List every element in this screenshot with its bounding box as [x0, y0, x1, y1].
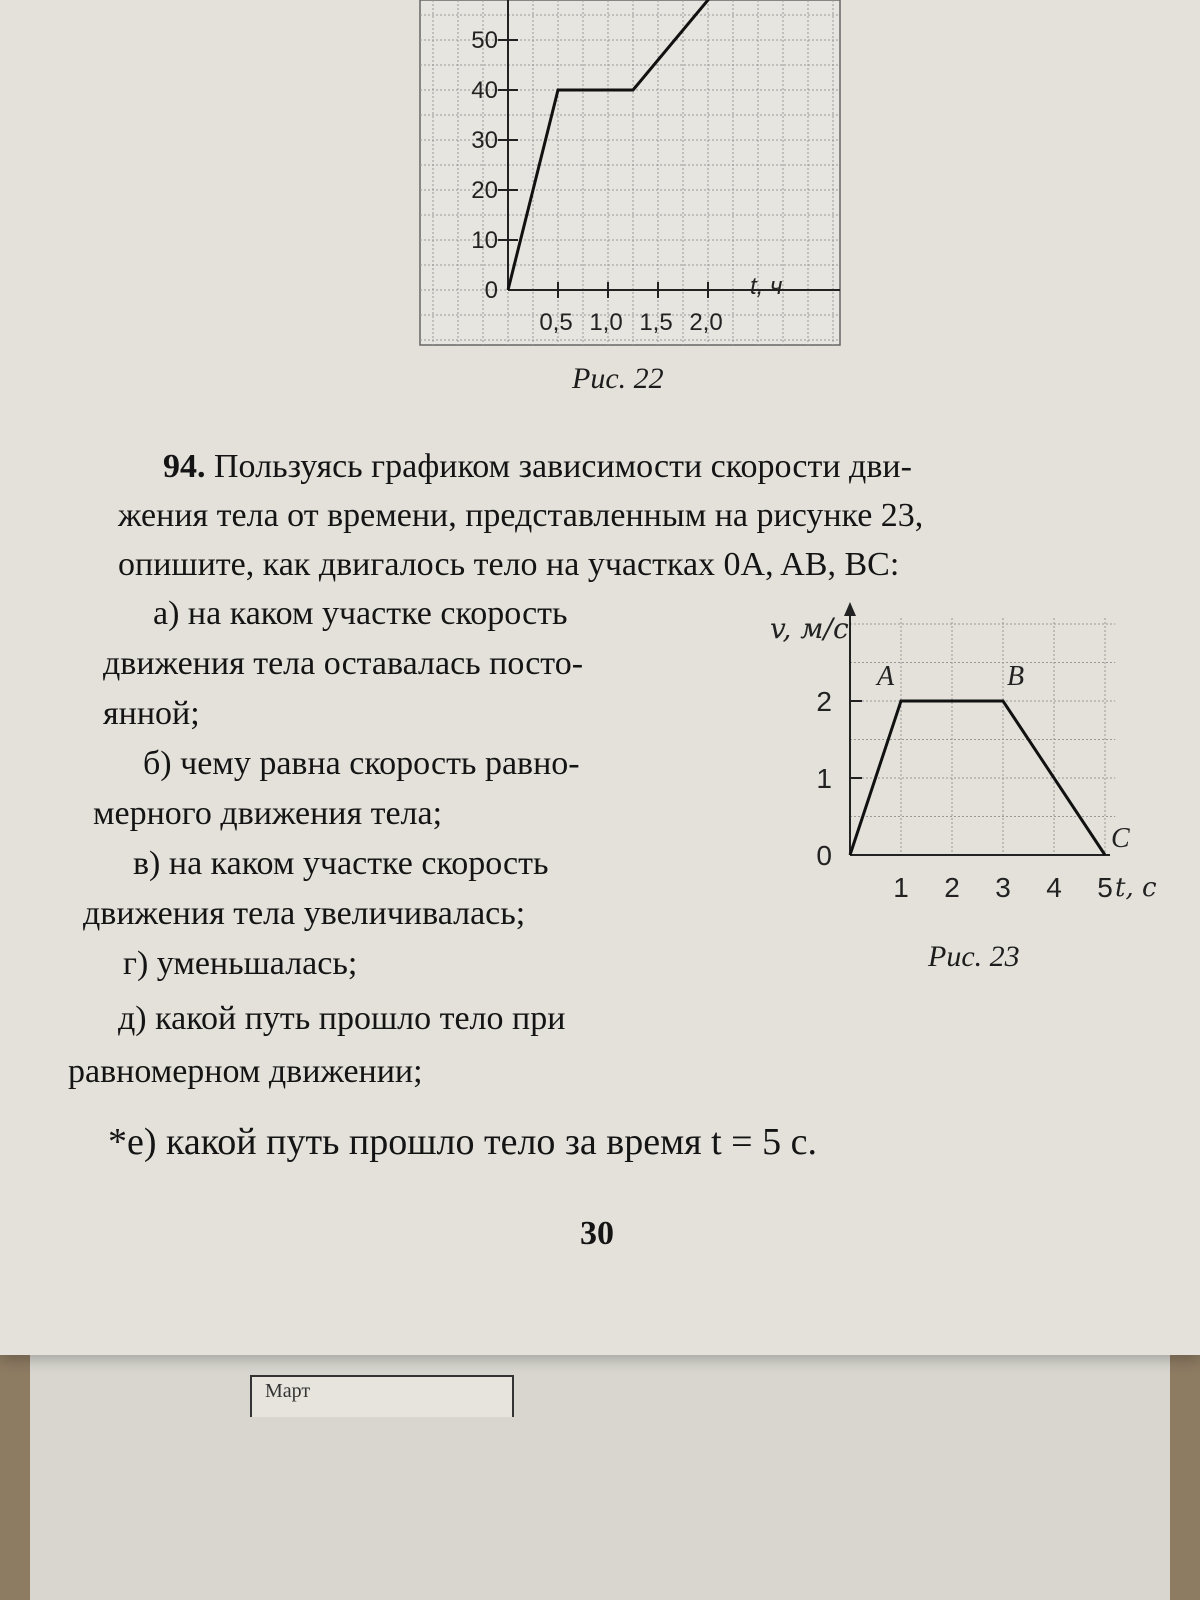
figure-23 [770, 600, 1157, 930]
item-g: г) уменьшалась; [123, 945, 358, 982]
item-b-2: мерного движения тела; [93, 795, 443, 832]
fig22-y-tick-label: 10 [471, 227, 498, 254]
fig22-x-tick-label: 2,0 [689, 309, 723, 336]
fig23-point-label: C [1111, 823, 1130, 854]
underlying-paper [30, 1350, 1170, 1600]
fig23-x-tick-label: 5 [1097, 872, 1113, 903]
underlying-text: Март [265, 1380, 311, 1402]
fig23-caption: Рис. 23 [928, 940, 1020, 973]
fig23-point-label: B [1007, 661, 1025, 692]
fig23-x-tick-label: 1 [893, 872, 909, 903]
fig23-point-label: A [877, 661, 895, 692]
fig23-y-tick-label: 1 [816, 763, 832, 794]
fig23-x-tick-label: 2 [944, 872, 960, 903]
fig22-x-tick-label: 1,0 [589, 309, 623, 336]
item-d-2: равномерном движении; [68, 1053, 423, 1090]
problem-line-3: опишите, как двигалось тело на участках 0A, AB, BC: [118, 546, 900, 583]
fig22-y-tick-label: 40 [471, 77, 498, 104]
problem-number: 94. [163, 448, 206, 485]
fig22-x-axis-label: t, ч [750, 273, 783, 300]
fig22-y-tick-label: 20 [471, 177, 498, 204]
fig22-x-tick-label: 0,5 [539, 309, 573, 336]
problem-line-2: жения тела от времени, представленным на рисунке 23, [118, 497, 924, 534]
problem-line-1 [163, 448, 912, 486]
item-b-1: б) чему равна скорость равно- [143, 745, 580, 782]
item-v-1: в) на каком участке скорость [133, 845, 549, 882]
item-v-2: движения тела увеличивалась; [83, 895, 526, 932]
fig23-y-tick-label: 2 [816, 686, 832, 717]
item-a-2: движения тела оставалась посто- [103, 645, 584, 682]
fig22-caption: Рис. 22 [572, 362, 664, 395]
fig22-x-tick-label: 1,5 [639, 309, 673, 336]
figure-22 [420, 0, 850, 350]
item-e: *е) какой путь прошло тело за время t = 5 с. [108, 1121, 817, 1163]
fig22-y-tick-label: 0 [484, 277, 498, 304]
problem-text-1: Пользуясь графиком зависимости скорости дви- [214, 448, 912, 485]
fig23-x-tick-label: 3 [995, 872, 1011, 903]
fig22-y-tick-label: 30 [471, 127, 498, 154]
item-a-1: а) на каком участке скорость [153, 595, 568, 632]
fig23-y-tick-label: 0 [816, 840, 832, 871]
fig22-y-tick-label: 50 [471, 27, 498, 54]
fig23-y-axis-label: v, м/с [770, 612, 849, 645]
page-number: 30 [580, 1215, 614, 1252]
item-a-3: янной; [103, 695, 200, 732]
fig23-x-axis-label: t, с [1115, 873, 1157, 903]
fig23-x-tick-label: 4 [1046, 872, 1062, 903]
item-d-1: д) какой путь прошло тело при [118, 1000, 566, 1037]
